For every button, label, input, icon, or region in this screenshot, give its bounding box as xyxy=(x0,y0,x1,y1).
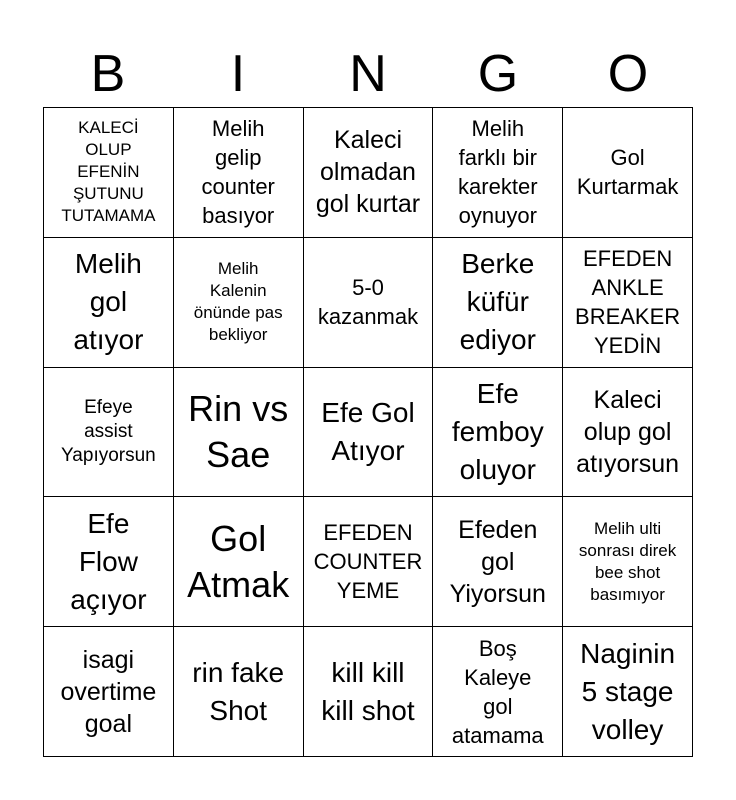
bingo-header xyxy=(43,40,693,108)
bingo-cell[interactable] xyxy=(44,368,174,498)
bingo-cell[interactable] xyxy=(433,497,563,627)
cell-text: EFEDEN COUNTER YEME xyxy=(313,520,423,604)
cell-text: Rin vs Sae xyxy=(188,387,289,475)
bingo-cell[interactable] xyxy=(433,627,563,757)
header-letter-b: B xyxy=(90,45,126,103)
bingo-cell[interactable] xyxy=(44,627,174,757)
bingo-cell[interactable] xyxy=(174,497,304,627)
bingo-grid xyxy=(43,107,693,757)
bingo-cell[interactable] xyxy=(563,368,693,498)
bingo-cell[interactable] xyxy=(174,627,304,757)
bingo-cell[interactable] xyxy=(563,497,693,627)
cell-text: Melih gol atıyor xyxy=(73,248,144,356)
cell-text: Efeden gol Yiyorsun xyxy=(449,515,546,608)
cell-text: isagi overtime goal xyxy=(60,645,157,738)
bingo-cell[interactable] xyxy=(563,108,693,238)
cell-text: Efe femboy oluyor xyxy=(451,377,544,485)
cell-text: Efeye assist Yapıyorsun xyxy=(61,396,156,466)
bingo-cell[interactable] xyxy=(44,497,174,627)
cell-text: Naginin 5 stage volley xyxy=(580,637,676,745)
cell-text: Melih farklı bir karekter oynuyor xyxy=(458,116,538,229)
cell-text: 5-0 kazanmak xyxy=(317,275,419,330)
cell-text: Berke küfür ediyor xyxy=(459,248,536,356)
bingo-cell[interactable] xyxy=(174,368,304,498)
bingo-cell[interactable] xyxy=(563,627,693,757)
cell-text: Gol Atmak xyxy=(187,517,290,605)
bingo-cell[interactable] xyxy=(44,108,174,238)
cell-text: Melih gelip counter basıyor xyxy=(201,116,275,229)
cell-text: Melih ulti sonrası direk bee shot basımıyor xyxy=(578,518,677,604)
cell-text: kill kill kill shot xyxy=(321,656,415,726)
bingo-cell[interactable] xyxy=(304,238,434,368)
header-letter-o: O xyxy=(607,45,649,103)
bingo-cell[interactable] xyxy=(304,108,434,238)
bingo-cell[interactable] xyxy=(174,108,304,238)
bingo-cell[interactable] xyxy=(174,238,304,368)
cell-text: Gol Kurtarmak xyxy=(576,145,679,200)
cell-text: KALECİ OLUP EFENİN ŞUTUNU TUTAMAMA xyxy=(61,118,156,226)
bingo-cell[interactable] xyxy=(44,238,174,368)
bingo-cell[interactable] xyxy=(563,238,693,368)
bingo-cell[interactable] xyxy=(433,108,563,238)
cell-text: Kaleci olup gol atıyorsun xyxy=(576,385,680,478)
header-letter-g: G xyxy=(477,45,519,103)
cell-text: rin fake Shot xyxy=(192,656,285,726)
bingo-cell[interactable] xyxy=(433,368,563,498)
bingo-cell[interactable] xyxy=(433,238,563,368)
cell-text: Melih Kalenin önünde pas bekliyor xyxy=(193,259,283,345)
cell-text: Boş Kaleye gol atamama xyxy=(451,635,544,748)
cell-text: Kaleci olmadan gol kurtar xyxy=(315,126,421,219)
cell-text: Efe Flow açıyor xyxy=(70,507,147,615)
cell-text: EFEDEN ANKLE BREAKER YEDİN xyxy=(575,246,681,359)
bingo-cell[interactable] xyxy=(304,368,434,498)
bingo-cell[interactable] xyxy=(304,497,434,627)
header-letter-n: N xyxy=(349,45,387,103)
header-letter-i: I xyxy=(230,45,246,103)
cell-text: Efe Gol Atıyor xyxy=(321,396,415,466)
bingo-cell[interactable] xyxy=(304,627,434,757)
